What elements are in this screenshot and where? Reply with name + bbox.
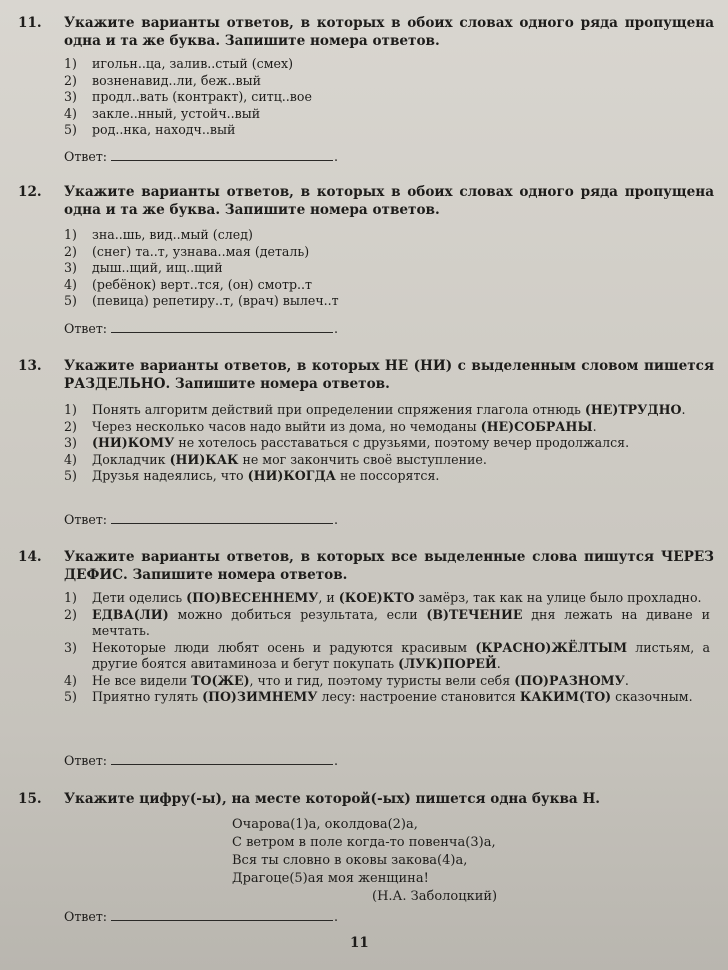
- poem-line: С ветром в поле когда-то повенча(3)а,: [232, 835, 496, 850]
- task-13-question: [18, 357, 714, 393]
- answer-line[interactable]: [111, 511, 333, 524]
- answer-line[interactable]: [111, 148, 333, 161]
- option: 3) Некоторые люди любят осень и радуются красивым (КРАСНО)ЖЁЛТЫМ листьям, а другие боятся авитаминоза и бегут покупать (ЛУК)ПОРЕЙ.: [64, 639, 711, 671]
- poem-line: Очарова(1)а, околдова(2)а,: [232, 817, 418, 832]
- option: 3) продл..вать (контракт), ситц..вое: [64, 89, 312, 104]
- question-text: Укажите варианты ответов, в которых в обоих словах одного ряда пропущена одна и та же буква. Запишите номера ответов.: [64, 15, 714, 49]
- answer-label: Ответ:: [64, 321, 108, 336]
- task-12-question: [18, 183, 714, 219]
- page-number: 11: [350, 935, 369, 951]
- task-11-question: [18, 14, 714, 50]
- poem-line: Драгоце(5)ая моя женщина!: [232, 871, 429, 886]
- option: 4) Докладчик (НИ)КАК не мог закончить своё выступление.: [64, 451, 487, 467]
- option: 4) Не все видели ТО(ЖЕ), что и гид, поэтому туристы вели себя (ПО)РАЗНОМУ.: [64, 672, 629, 688]
- question-text: Укажите варианты ответов, в которых в обоих словах одного ряда пропущена одна и та же буква. Запишите номера ответов.: [64, 184, 714, 218]
- option: 2) возненавид..ли, беж..вый: [64, 72, 262, 88]
- answer-line[interactable]: [111, 320, 333, 333]
- task-12-answer[interactable]: Ответ: .: [64, 321, 339, 336]
- option: 3) дыш..щий, ищ..щий: [64, 260, 223, 275]
- task-14-answer[interactable]: Ответ: .: [64, 753, 339, 768]
- task-number: 15.: [18, 791, 42, 807]
- option: 2) ЕДВА(ЛИ) можно добиться результата, если (В)ТЕЧЕНИЕ дня лежать на диване и мечтать.: [64, 606, 710, 638]
- option: 5) Приятно гулять (ПО)ЗИМНЕМУ лесу: настроение становится КАКИМ(ТО) сказочным.: [64, 689, 693, 704]
- answer-line[interactable]: [111, 752, 333, 765]
- task-15-answer[interactable]: Ответ: .: [64, 909, 339, 924]
- option: 4) закле..нный, устойч..вый: [64, 105, 261, 121]
- answer-label: Ответ:: [64, 149, 108, 164]
- task-14-options: [64, 590, 710, 706]
- task-11-options: [64, 56, 710, 139]
- task-15-question: [18, 790, 714, 808]
- poem-author: (Н.А. Заболоцкий): [372, 889, 498, 904]
- answer-label: Ответ:: [64, 909, 108, 924]
- question-text: Укажите варианты ответов, в которых все выделенные слова пишутся ЧЕРЕЗ ДЕФИС. Запишите номера ответов.: [64, 549, 714, 583]
- option: 4) (ребёнок) верт..тся, (он) смотр..т: [64, 276, 313, 292]
- question-text: Укажите варианты ответов, в которых НЕ (НИ) с выделенным словом пишется РАЗДЕЛЬНО. Запишите номера ответов.: [64, 358, 714, 392]
- task-number: 11.: [18, 15, 42, 31]
- option: 1) Дети оделись (ПО)ВЕСЕННЕМУ, и (КОЕ)КТО замёрз, так как на улице было прохладно.: [64, 590, 702, 605]
- poem: [232, 816, 497, 906]
- option: 1) игольн..ца, залив..стый (смех): [64, 56, 293, 71]
- task-11-answer[interactable]: Ответ: .: [64, 149, 339, 164]
- option: 5) род..нка, находч..вый: [64, 122, 236, 137]
- task-number: 13.: [18, 358, 42, 374]
- task-number: 14.: [18, 549, 42, 565]
- task-number: 12.: [18, 184, 42, 200]
- task-14-question: [18, 548, 714, 584]
- answer-line[interactable]: [111, 908, 333, 921]
- option: 1) Понять алгоритм действий при определении спряжения глагола отнюдь (НЕ)ТРУДНО.: [64, 402, 686, 417]
- option: 2) (снег) та..т, узнава..мая (деталь): [64, 243, 310, 259]
- emphasis: РАЗДЕЛЬНО: [64, 376, 166, 392]
- option: 3) (НИ)КОМУ не хотелось расставаться с друзьями, поэтому вечер продолжался.: [64, 435, 630, 450]
- answer-label: Ответ:: [64, 512, 108, 527]
- task-13-options: [64, 402, 710, 485]
- option: 5) Друзья надеялись, что (НИ)КОГДА не поссорятся.: [64, 468, 440, 483]
- task-12-options: [64, 227, 710, 310]
- option: 2) Через несколько часов надо выйти из дома, но чемоданы (НЕ)СОБРАНЫ.: [64, 418, 597, 434]
- option: 5) (певица) репетиру..т, (врач) вылеч..т: [64, 293, 339, 308]
- answer-label: Ответ:: [64, 753, 108, 768]
- task-13-answer[interactable]: Ответ: .: [64, 512, 339, 527]
- poem-line: Вся ты словно в оковы закова(4)а,: [232, 853, 468, 868]
- emphasis: ЧЕРЕЗ ДЕФИС: [64, 549, 714, 583]
- option: 1) зна..шь, вид..мый (след): [64, 227, 253, 242]
- question-text: Укажите цифру(-ы), на месте которой(-ых) пишется одна буква Н.: [64, 791, 601, 807]
